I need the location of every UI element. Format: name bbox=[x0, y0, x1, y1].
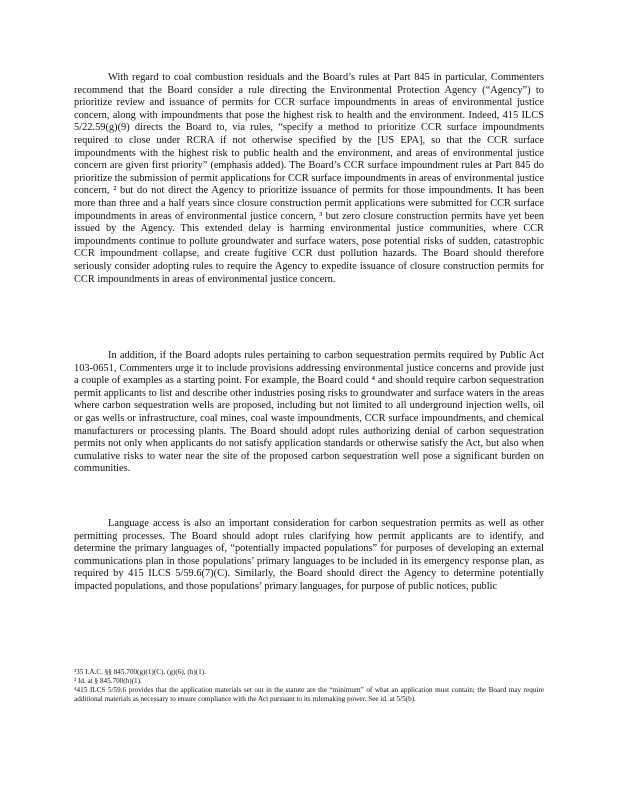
footnotes bbox=[74, 668, 544, 704]
paragraph-text: In addition, if the Board adopts rules pertaining to carbon sequestration permits required by Public Act 103-0651, Commenters urge it to include provisions addressing environmental justice concerns and provide just a couple of examples as a starting point. For example, the Board could ⁴ and should require carbon sequestration permit applicants to list and describe other industries posing risks to groundwater and surface waters in the areas where carbon sequestration wells are proposed, including but not limited to all underground injection wells, oil or gas wells or infrastructure, coal mines, coal waste impoundments, CCR surface impoundments, and chemical manufacturers or processing plants. The Board should adopt rules authorizing denial of carbon sequestration permits not only when applicants do not satisfy application standards or otherwise satisfy the Act, but also when cumulative risks to water near the site of the proposed carbon sequestration well pose a significant burden on communities. bbox=[74, 350, 544, 475]
paragraph-language-access bbox=[74, 518, 544, 594]
paragraph-text: With regard to coal combustion residuals and the Board’s rules at Part 845 in particular, Commenters recommend that the Board consider a rule directing the Environmental Protection Agency (“Agency”) to prioritize review and issuance of permits for CCR surface impoundments in areas of environmental justice concern, along with impoundments that pose the highest risk to health and the environment. Indeed, 415 ILCS 5/22.59(g)(9) directs the Board to, via rules, “specify a method to prioritize CCR surface impoundments required to close under RCRA if not otherwise specified by the [US EPA], so that the CCR surface impoundments with the highest risk to public health and the environment, and areas of environmental justice concern are given first priority” (emphasis added). The Board’s CCR surface impoundment rules at Part 845 do prioritize the submission of permit applications for CCR surface impoundments in areas of environmental justice concern, ² but do not direct the Agency to prioritize issuance of permits for those impoundments. It has been more than three and a half years since closure construction permit applications were submitted for CCR surface impoundments in areas of environmental justice concern, ³ but zero closure construction permits have yet been issued by the Agency. This extended delay is harming environmental justice communities, where CCR impoundments continue to pollute groundwater and surface waters, pose potential risks of sudden, catastrophic CCR impoundment collapse, and create fugitive CCR dust pollution hazards. The Board should therefore seriously consider adopting rules to require the Agency to expedite issuance of closure construction permits for CCR impoundments in areas of environmental justice concern. bbox=[74, 72, 544, 285]
paragraph-ccr-impoundments bbox=[74, 72, 544, 286]
paragraph-carbon-sequestration bbox=[74, 350, 544, 476]
paragraph-text: Language access is also an important consideration for carbon sequestration permits as well as other permitting processes. The Board should adopt rules clarifying how permit applicants are to identify, and determine the primary languages of, “potentially impacted populations” for purposes of developing an external communications plan in those populations’ primary languages to be included in its emergency response plan, as required by 415 ILCS 5/59.6(7)(C). Similarly, the Board should direct the Agency to determine potentially impacted populations, and those populations’ primary languages, for purpose of public notices, public bbox=[74, 518, 544, 592]
footnote-2: ²35 I.A.C. §§ 845.700(g)(1)(C), (g)(6), (h)(1). bbox=[74, 668, 206, 676]
footnote-4: ⁴415 ILCS 5/59.6 provides that the application materials set out in the statute are the “minimum” of what an application must contain; the Board may require additional materials as necessary to ensure compliance with the Act pursuant to its rulemaking power. See id. at 5/5(b). bbox=[74, 686, 544, 703]
footnote-3: ³ Id. at § 845.700(h)(1). bbox=[74, 677, 142, 685]
